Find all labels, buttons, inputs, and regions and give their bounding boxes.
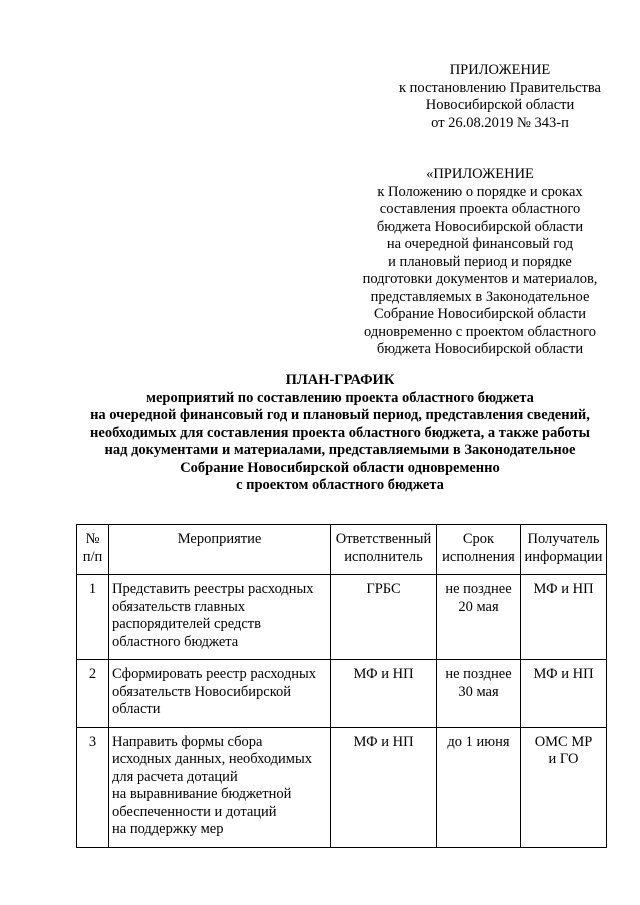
row-event: Сформировать реестр расходных обязательств Новосибирской области bbox=[109, 660, 331, 728]
row-responsible: ГРБС bbox=[331, 575, 437, 660]
title-line: над документами и материалами, представляемыми в Законодательное bbox=[104, 442, 576, 458]
header-num: № п/п bbox=[77, 525, 109, 575]
row-num: 3 bbox=[77, 727, 109, 847]
schedule-table bbox=[76, 524, 607, 848]
appendix-line: от 26.08.2019 № 343-п bbox=[431, 114, 569, 131]
header-recipient: Получатель информации bbox=[521, 525, 607, 575]
regulation-appendix-header bbox=[345, 166, 615, 359]
document-title bbox=[40, 372, 640, 495]
header-event: Мероприятие bbox=[109, 525, 331, 575]
appendix-line: на очередной финансовый год bbox=[386, 236, 574, 252]
appendix-line: Собрание Новосибирской области bbox=[373, 306, 587, 322]
row-event: Направить формы сбора исходных данных, необходимых для расчета дотаций на выравнивание бюджетной обеспеченности и дотаций на поддержку мер bbox=[109, 727, 331, 847]
row-recipient: ОМС МР и ГО bbox=[521, 727, 607, 847]
appendix-header bbox=[380, 62, 620, 132]
appendix-line: бюджета Новосибирской области bbox=[376, 218, 584, 235]
table-row bbox=[77, 575, 607, 660]
table-row bbox=[77, 660, 607, 728]
row-num: 1 bbox=[77, 575, 109, 660]
row-responsible: МФ и НП bbox=[331, 727, 437, 847]
title-line: ПЛАН-ГРАФИК bbox=[285, 372, 395, 388]
appendix-line: одновременно с проектом областного bbox=[363, 323, 597, 340]
title-line: на очередной финансовый год и плановый период, представления сведений, bbox=[90, 407, 590, 423]
header-responsible: Ответственный исполнитель bbox=[331, 525, 437, 575]
table-header-row bbox=[77, 525, 607, 575]
row-deadline: до 1 июня bbox=[437, 727, 521, 847]
row-event: Представить реестры расходных обязательств главных распорядителей средств областного бюджета bbox=[109, 575, 331, 660]
appendix-line: подготовки документов и материалов, bbox=[362, 271, 598, 287]
appendix-line: к Положению о порядке и сроках bbox=[377, 183, 583, 200]
appendix-line: ПРИЛОЖЕНИЕ bbox=[449, 62, 551, 78]
row-num: 2 bbox=[77, 660, 109, 728]
row-deadline: не позднее 20 мая bbox=[437, 575, 521, 660]
row-deadline: не позднее 30 мая bbox=[437, 660, 521, 728]
title-line: мероприятий по составлению проекта областного бюджета bbox=[146, 389, 534, 406]
appendix-line: «ПРИЛОЖЕНИЕ bbox=[426, 166, 534, 182]
appendix-line: составления проекта областного bbox=[379, 201, 581, 217]
appendix-line: Новосибирской области bbox=[425, 97, 575, 113]
title-line: с проектом областного бюджета bbox=[236, 477, 444, 493]
title-line: Собрание Новосибирской области одновременно bbox=[180, 459, 500, 476]
title-line: необходимых для составления проекта областного бюджета, а также работы bbox=[90, 424, 590, 441]
appendix-line: и плановый период и порядке bbox=[388, 253, 572, 270]
appendix-line: бюджета Новосибирской области bbox=[376, 341, 584, 357]
table-row bbox=[77, 727, 607, 847]
row-responsible: МФ и НП bbox=[331, 660, 437, 728]
header-deadline: Срок исполнения bbox=[437, 525, 521, 575]
row-recipient: МФ и НП bbox=[521, 575, 607, 660]
appendix-line: к постановлению Правительства bbox=[399, 79, 601, 96]
appendix-line: представляемых в Законодательное bbox=[370, 288, 590, 305]
row-recipient: МФ и НП bbox=[521, 660, 607, 728]
